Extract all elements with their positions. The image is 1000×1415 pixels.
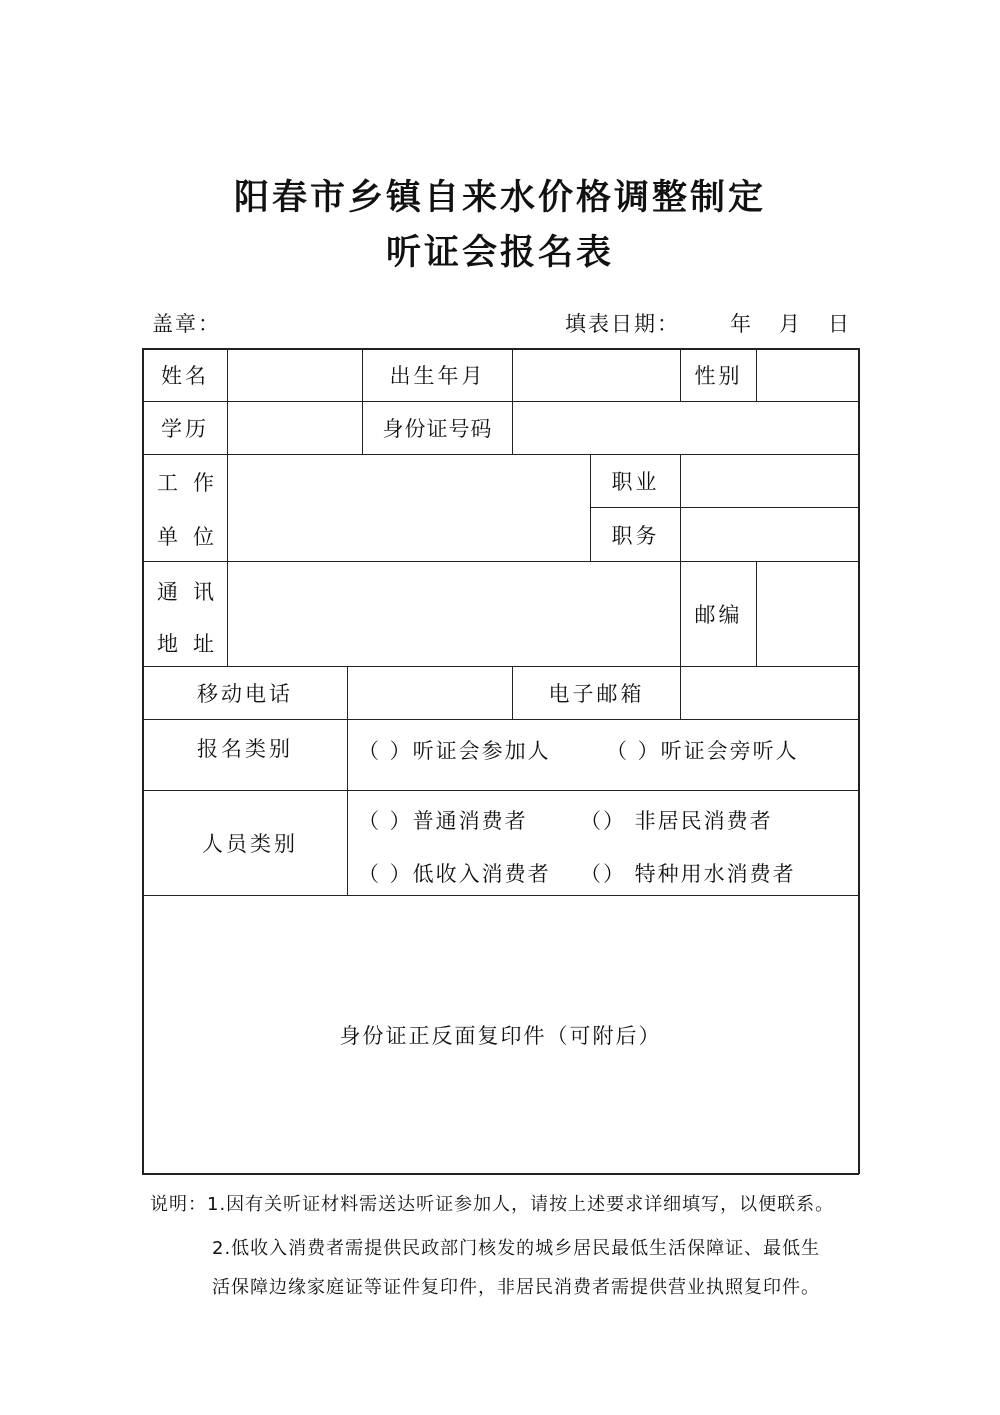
seal-label: 盖章： <box>152 312 221 336</box>
signup-type-label: 报名类别 <box>197 737 293 761</box>
id-number-field[interactable] <box>513 402 858 454</box>
gender-label: 性别 <box>694 364 743 388</box>
note-line-2: 2.低收入消费者需提供民政部门核发的城乡居民最低生活保障证、最低生 <box>212 1238 821 1259</box>
person-option-low-income[interactable]: （ ）低收入消费者 <box>358 862 551 886</box>
work-unit-label <box>143 455 227 561</box>
note-line-3: 活保障边缘家庭证等证件复印件，非居民消费者需提供营业执照复印件。 <box>212 1277 820 1298</box>
birth-label: 出生年月 <box>389 364 486 388</box>
work-char-1: 工 <box>157 471 178 495</box>
work-unit-field[interactable] <box>228 455 590 561</box>
date-fields <box>730 308 851 338</box>
signup-option-observer[interactable]: （ ）听证会旁听人 <box>606 739 799 763</box>
signup-option-participant[interactable]: （ ）听证会参加人 <box>358 739 551 763</box>
addr-char-3: 地 <box>157 632 178 656</box>
form-title-line2: 听证会报名表 <box>385 232 614 273</box>
day-label: 日 <box>828 312 851 336</box>
note-line-1: 说明：1.因有关听证材料需送达听证参加人，请按上述要求详细填写，以便联系。 <box>150 1194 835 1215</box>
address-field[interactable] <box>228 562 680 666</box>
mobile-field[interactable] <box>348 667 512 719</box>
birth-field[interactable] <box>513 349 680 401</box>
education-field[interactable] <box>228 402 362 454</box>
work-char-3: 单 <box>157 525 178 549</box>
occupation-field[interactable] <box>681 455 858 507</box>
person-option-ordinary[interactable]: （ ）普通消费者 <box>358 809 528 833</box>
email-label: 电子邮箱 <box>548 682 645 706</box>
addr-char-2: 讯 <box>193 580 214 604</box>
postcode-field[interactable] <box>757 562 858 666</box>
occupation-label: 职业 <box>611 470 660 494</box>
month-label: 月 <box>779 312 802 336</box>
addr-char-1: 通 <box>157 580 178 604</box>
address-label <box>143 562 227 666</box>
fill-date-label: 填表日期： <box>565 312 680 336</box>
name-label: 姓名 <box>161 364 209 388</box>
gender-field[interactable] <box>757 349 858 401</box>
person-option-special-water[interactable]: （） 特种用水消费者 <box>580 862 796 886</box>
work-char-4: 位 <box>193 525 214 549</box>
mobile-label: 移动电话 <box>197 682 293 706</box>
postcode-label: 邮编 <box>694 603 743 627</box>
email-field[interactable] <box>681 667 858 719</box>
person-option-non-resident[interactable]: （） 非居民消费者 <box>580 809 773 833</box>
position-field[interactable] <box>681 508 858 561</box>
person-type-label: 人员类别 <box>202 832 298 856</box>
id-number-label: 身份证号码 <box>382 417 493 441</box>
table-border-right <box>858 348 860 1174</box>
addr-char-4: 址 <box>193 632 214 656</box>
id-copy-area[interactable]: 身份证正反面复印件（可附后） <box>339 1023 662 1048</box>
table-border-bottom <box>142 1173 859 1175</box>
position-label: 职务 <box>611 523 660 548</box>
education-label: 学历 <box>161 417 209 441</box>
work-char-2: 作 <box>193 471 214 495</box>
name-field[interactable] <box>228 349 362 401</box>
year-label: 年 <box>730 312 753 336</box>
form-title-line1: 阳春市乡镇自来水价格调整制定 <box>233 177 766 218</box>
